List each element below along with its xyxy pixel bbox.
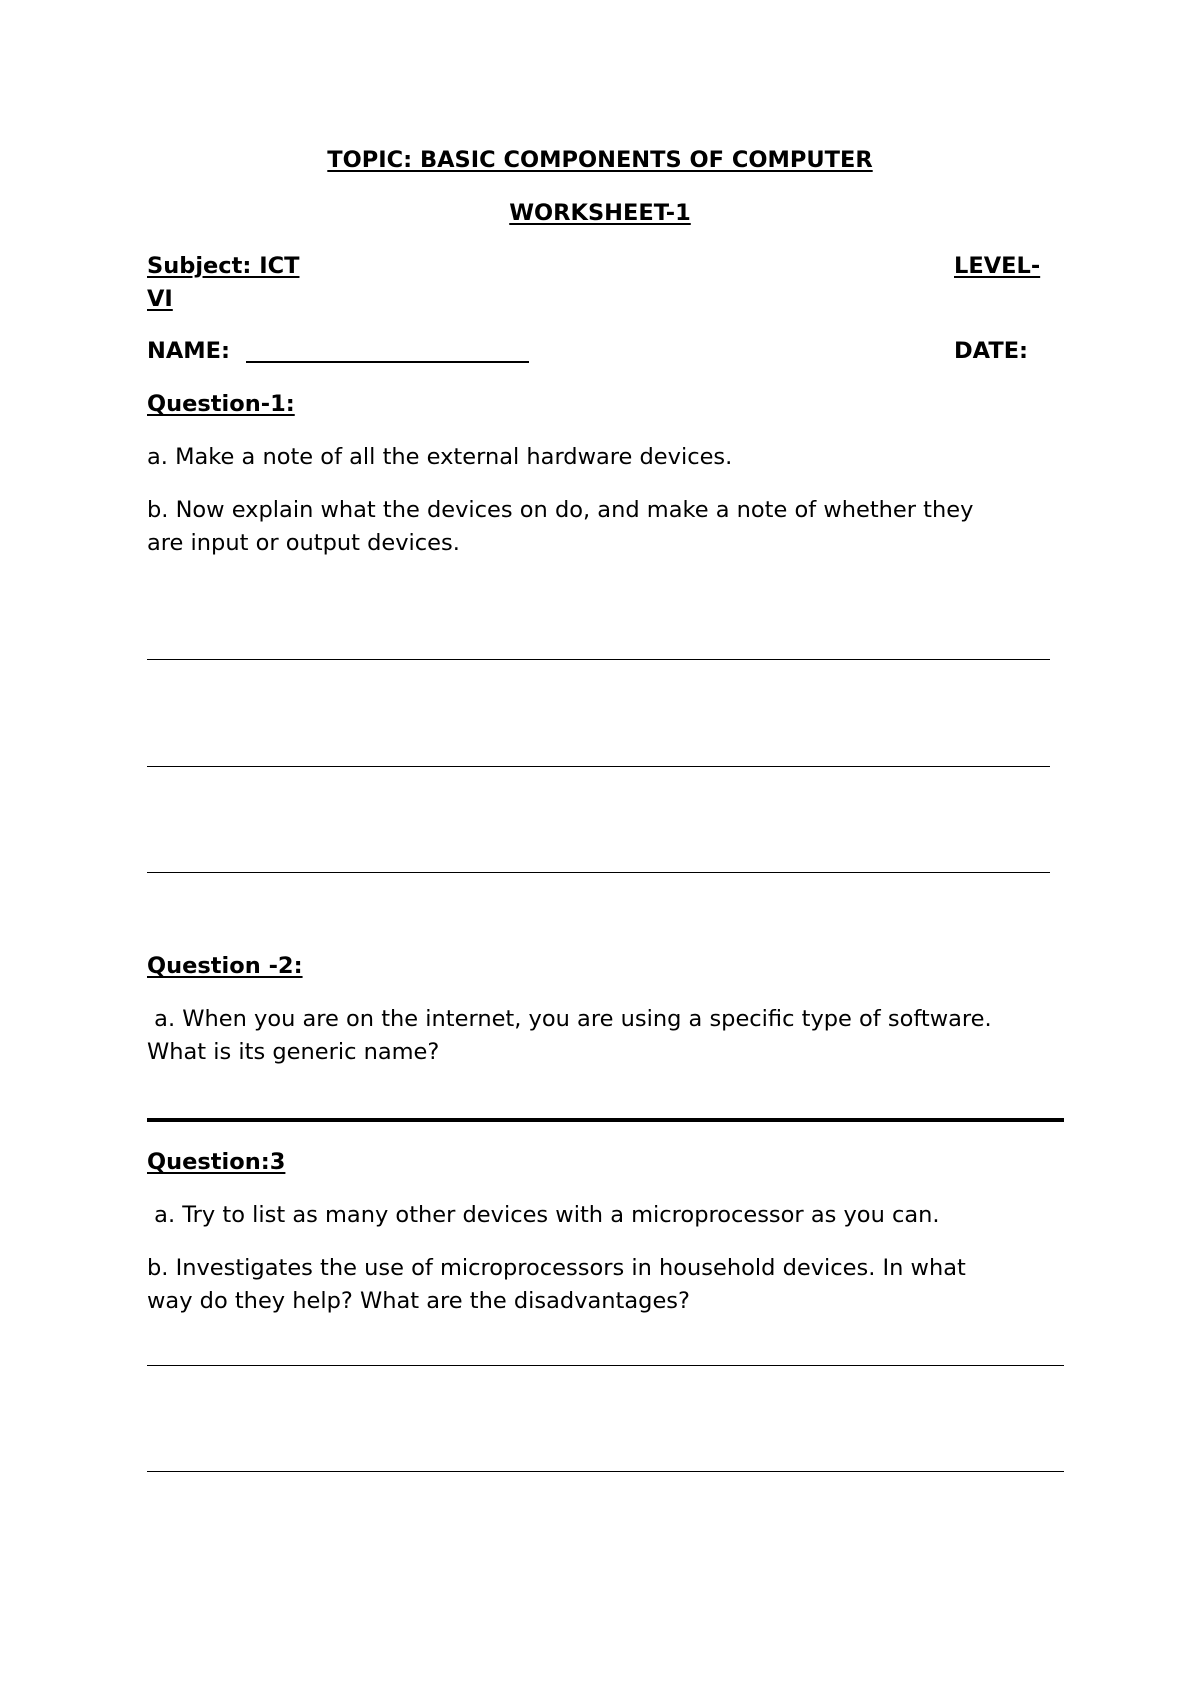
level-value: VI: [147, 286, 173, 312]
answer-line-2: [147, 766, 1050, 767]
answer-line-6: [147, 1471, 1064, 1472]
question-3-part-b-line-1: b. Investigates the use of microprocessors in household devices. In what: [147, 1255, 966, 1281]
level-label: LEVEL-: [954, 253, 1041, 279]
worksheet-topic-title: TOPIC: BASIC COMPONENTS OF COMPUTER: [327, 147, 873, 173]
question-2-part-a-line-1: a. When you are on the internet, you are using a specific type of software.: [147, 1006, 992, 1032]
question-3-heading: Question:3: [147, 1149, 286, 1175]
date-label: DATE:: [954, 338, 1029, 364]
subject-label: Subject: ICT: [147, 253, 300, 279]
question-1-part-b-line-2: are input or output devices.: [147, 530, 460, 556]
question-1-part-a: a. Make a note of all the external hardware devices.: [147, 444, 733, 470]
question-2-heading: Question -2:: [147, 953, 303, 979]
answer-line-1: [147, 659, 1050, 660]
question-3-part-b-line-2: way do they help? What are the disadvantages?: [147, 1288, 690, 1314]
answer-line-3: [147, 872, 1050, 873]
worksheet-number-title: WORKSHEET-1: [509, 200, 691, 226]
answer-line-4: [147, 1118, 1064, 1122]
question-1-part-b-line-1: b. Now explain what the devices on do, and make a note of whether they: [147, 497, 974, 523]
question-3-part-a: a. Try to list as many other devices with a microprocessor as you can.: [147, 1202, 940, 1228]
question-2-part-a-line-2: What is its generic name?: [147, 1039, 440, 1065]
name-label: NAME:: [147, 338, 231, 364]
question-1-heading: Question-1:: [147, 391, 295, 417]
answer-line-5: [147, 1365, 1064, 1366]
name-blank-line: [246, 361, 529, 363]
